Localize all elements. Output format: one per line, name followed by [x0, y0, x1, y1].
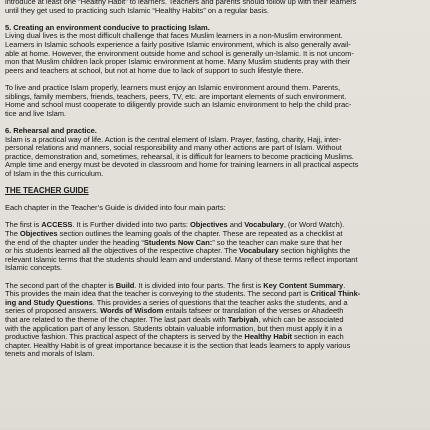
build-line: productive fashion. This practical aspect of the chapters is served by the Healthy Habit section in each: [5, 332, 344, 342]
build-line: series of proposed answers. Words of Wisdom entails tafseer or translation of the verses or Ahadeeth: [5, 306, 344, 316]
build-line: The second part of the chapter is Build. It is divided into four parts. The first is Key Content Summary.: [5, 280, 346, 290]
section-5-para2-line: Home and school must cooperate to diligently provide such an Islamic environment to help the child prac-: [5, 100, 352, 110]
build-line: that are related to the theme of the chapter. The last part deals with Tarbiyah, which can be associated: [5, 314, 344, 324]
section-6-line: personal relations and manners, social responsibility and many other actions are part of Islam. Without: [5, 143, 342, 153]
build-line: ing and Study Questions. This provides a series of questions that the teacher asks the students, and a: [5, 297, 348, 307]
access-line: The Objectives section outlines the learning goals of the chapter. These are repeated as a checklist at: [5, 229, 343, 239]
access-line: The first is ACCESS. It is Further divided into two parts: Objectives and Vocabulary, (or Word Watch).: [5, 220, 345, 230]
section-5-para1-line: able at home. However, the environment outside home and school is generally un-Islamic. It is not uncom-: [5, 48, 354, 58]
build-line: with the application part of any lesson. Students obtain valuable information, but then must apply it in a: [5, 323, 343, 333]
section-5-para2-line: siblings, family members, friends, teachers, peers, TV, etc. are important elements of such environment.: [5, 91, 347, 101]
section-5-para2-line: To live and practice Islam properly, learners must enjoy an Islamic environment around them. Parents,: [5, 82, 340, 92]
section-5-heading: 5. Creating an environment conducive to practicing Islam.: [5, 22, 210, 32]
teacher-guide-heading: THE TEACHER GUIDE: [5, 186, 89, 196]
section-6-line: Ample time and energy must be devoted in classroom and home for training learners in all practical aspects: [5, 160, 359, 170]
section-5-para1-line: peers and teachers at school, but not at home due to lack of support to such lifestyle there.: [5, 65, 304, 75]
section-5-para1-line: mon that Muslim children lack proper Islamic environment at home. Many Muslim students pray with their: [5, 57, 351, 67]
section-6-line: of Islam in the this curriculum.: [5, 168, 104, 178]
intro-line-2: until they get used to practicing such Islamic “Healthy Habits” on a regular basis.: [5, 5, 269, 15]
section-5-para1-line: Living dual lives is the most difficult challenge that faces Muslim learners in a non-Muslim environment.: [5, 31, 343, 41]
section-6-line: practice, demonstration and, sometimes, rehearsal, it is difficult for learners to become practicing Muslims.: [5, 151, 354, 161]
access-line: the end of the chapter under the heading “Students Now Can:” so the teacher can make sure that her: [5, 237, 343, 247]
section-5-para2-line: tice and live Islam.: [5, 108, 67, 118]
access-line: relevant Islamic terms that the students should learn and understand. Many of these terms reflect important: [5, 254, 358, 264]
access-line: or his students learned all the objectives of the respective chapter. The Vocabulary section highlights the: [5, 246, 351, 256]
intro-line-1: introduce at least one “Healthy Habit” to learners. Teachers and parents should follow up with their learners: [5, 0, 357, 6]
section-6-heading: 6. Rehearsal and practice.: [5, 125, 97, 135]
access-line: Islamic concepts.: [5, 263, 63, 273]
build-line: tenets and morals of Islam.: [5, 349, 95, 359]
section-6-line: Islam is a practical way of life. Action is the central element of Islam. Prayer, fasting, charity, Hajj, inter-: [5, 134, 342, 144]
build-line: This provides the main idea that the teacher is conveying to the students. The second part is Critical Think-: [5, 289, 361, 299]
teacher-guide-intro: Each chapter in the Teacher’s Guide is divided into four main parts:: [5, 203, 226, 213]
build-line: chapter. Healthy Habit is of great importance because it is the section that leads learners to apply various: [5, 340, 351, 350]
section-5-para1-line: Learners in Islamic schools experience a fairly positive Islamic environment, which is also generally avail-: [5, 39, 351, 49]
